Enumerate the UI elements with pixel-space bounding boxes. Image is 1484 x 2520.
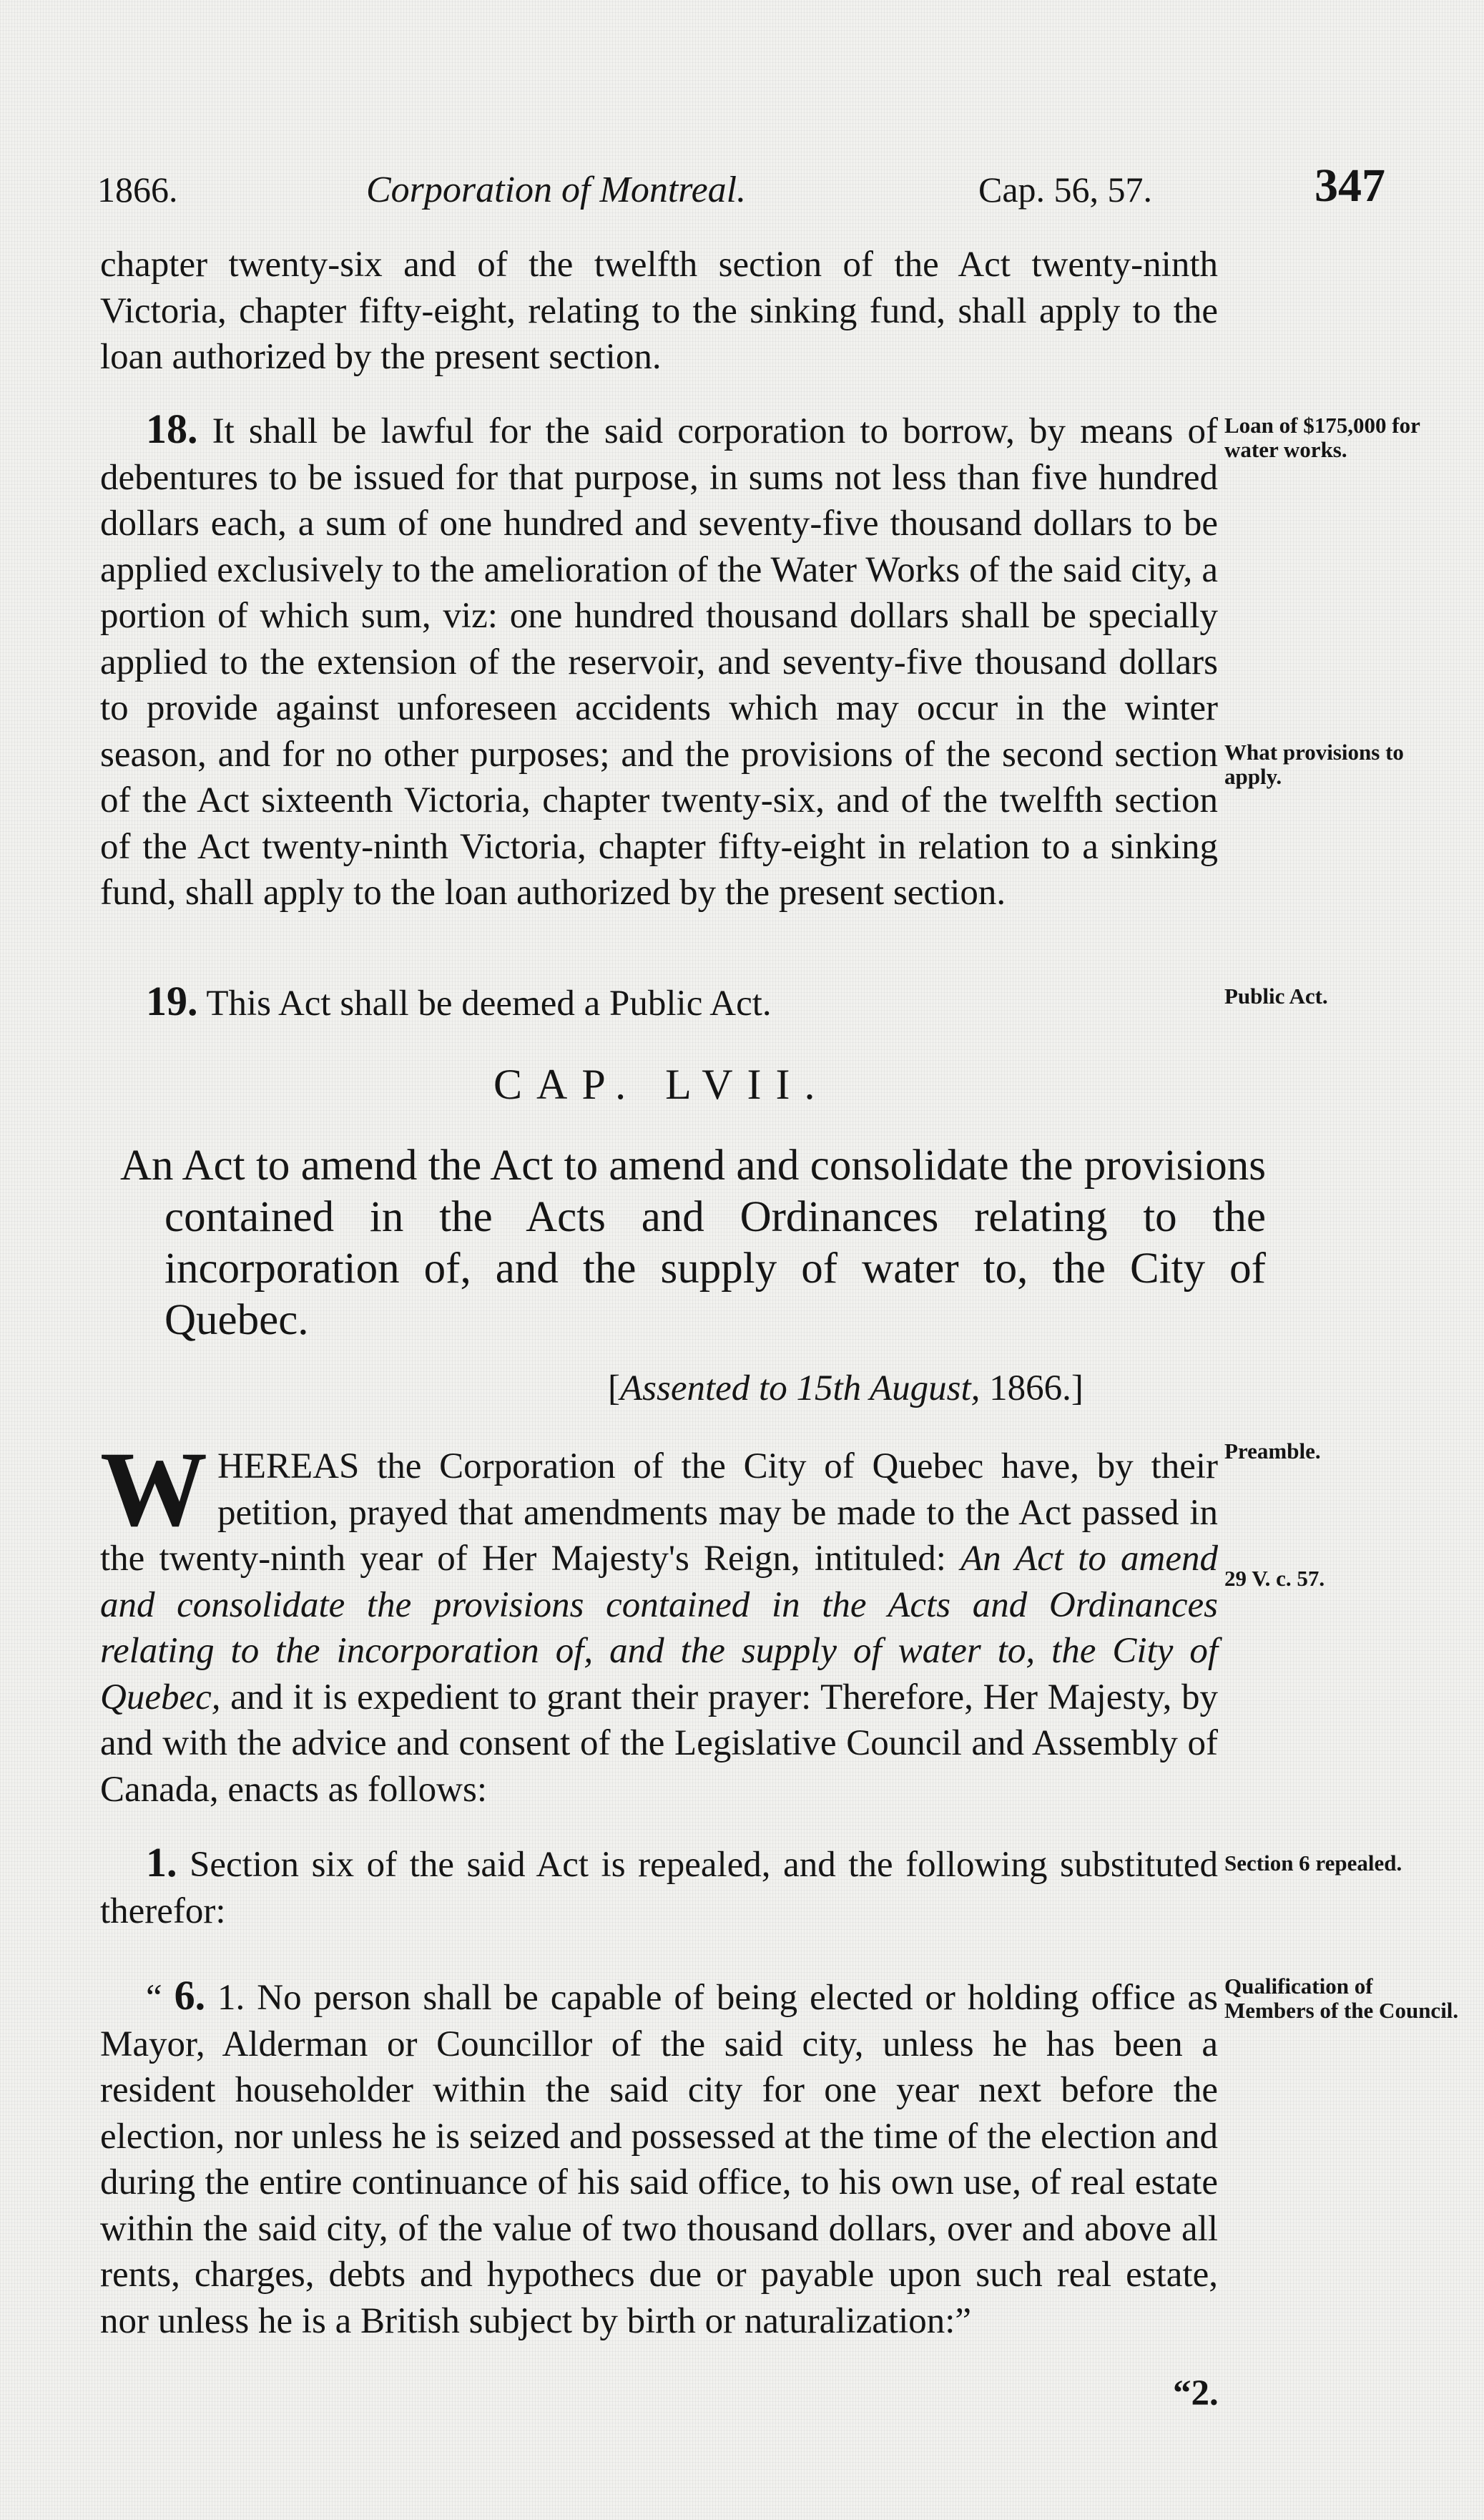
margin-note-loan: Loan of $175,000 for water works. — [1224, 413, 1420, 462]
header-year: 1866. — [97, 170, 178, 210]
section-1-number: 1. — [146, 1839, 177, 1886]
section-6-number: 6. — [174, 1972, 206, 2019]
header-title: Corporation of Montreal. — [366, 170, 747, 210]
margin-note-qualification: Qualification of Members of the Council. — [1224, 1974, 1459, 2023]
catchword: “2. — [1173, 2373, 1219, 2413]
assent-line — [608, 1368, 1083, 1409]
section-1 — [100, 1840, 1218, 1934]
section-18 — [100, 406, 1218, 916]
header-chapter: Cap. 56, 57. — [978, 170, 1153, 210]
margin-note-statute: 29 V. c. 57. — [1224, 1566, 1325, 1591]
section-1-text: Section six of the said Act is repealed, and the following substituted therefor: — [100, 1845, 1218, 1931]
continuation-paragraph — [100, 242, 1218, 381]
section-6-open-quote: “ — [146, 1978, 162, 2018]
assent-prefix: [ — [608, 1368, 620, 1408]
margin-note-repealed: Section 6 repealed. — [1224, 1850, 1402, 1876]
section-18-text: It shall be lawful for the said corporation to borrow, by means of debentures to be issued for that purpose, in sums not less than five hundred dollars each, a sum of one hundred and seventy-five thousand dollars to be applied exclusively to the amelioration of the Water Works of the said city, a portion of which sum, viz: one hundred thousand dollars shall be specially applied to the extension of the reservoir, and seventy-five thousand dollars to provide against unforeseen accidents which may occur in the winter season, and for no other purposes; and the provisions of the second section of the Act sixteenth Victoria, chapter twenty-six, and of the twelfth section of the Act twenty-ninth Victoria, chapter fifty-eight in relation to a sinking fund, shall apply to the loan authorized by the present section. — [100, 411, 1218, 913]
section-6-text: 1. No person shall be capable of being elected or holding office as Mayor, Alderman or Councillor of the said city, unless he has been a resident householder within the said city for one year next before the election, nor unless he is seized and possessed at the time of the election and during the entire continuance of his said office, to his own use, of real estate within the said city, of the value of two thousand dollars, over and above all rents, charges, debts and hypothecs due or payable upon such real estate, nor unless he is a British subject by birth or naturalization:” — [100, 1978, 1219, 2341]
drop-cap: W — [100, 1430, 207, 1549]
section-6 — [100, 1973, 1218, 2344]
section-18-number: 18. — [146, 406, 198, 452]
preamble-act-title: An Act to amend and consolidate the provisions contained in the Acts and Ordinances relating to the incorporation of, and the supply of water to, the City of Quebec, — [100, 1539, 1219, 1717]
preamble — [100, 1430, 1219, 1813]
act-title: An Act to amend the Act to amend and consolidate the provisions contained in the Acts and Ordinances relating to the incorporation of, and the supply of water to, the City of Quebec. — [120, 1142, 1266, 1344]
assent-suffix: 1866.] — [980, 1368, 1083, 1408]
section-19 — [100, 979, 1218, 1027]
margin-note-preamble: Preamble. — [1224, 1438, 1321, 1464]
assent-italic: Assented to 15th August, — [619, 1368, 981, 1408]
preamble-text-start: HEREAS the Corporation of the City of Quebec have, by their petition, prayed that amendments may be made to the Act passed in the twenty-ninth year of Her Majesty's Reign, intituled: — [100, 1446, 1218, 1579]
section-19-text: This Act shall be deemed a Public Act. — [206, 984, 772, 1024]
continuation-text: chapter twenty-six and of the twelfth section of the Act twenty-ninth Victoria, chapter fifty-eight, relating to the sinking fund, shall apply to the loan authorized by the present section. — [100, 245, 1218, 377]
preamble-text-end: and it is expedient to grant their prayer: Therefore, Her Majesty, by and with the advice and consent of the Legislative Council and Assembly of Canada, enacts as follows: — [100, 1677, 1219, 1810]
margin-note-public: Public Act. — [1224, 984, 1328, 1009]
page-number: 347 — [1315, 160, 1385, 212]
margin-note-provisions: What provisions to apply. — [1224, 740, 1404, 789]
chapter-heading: CAP. LVII. — [493, 1061, 830, 1108]
section-19-number: 19. — [146, 978, 198, 1024]
